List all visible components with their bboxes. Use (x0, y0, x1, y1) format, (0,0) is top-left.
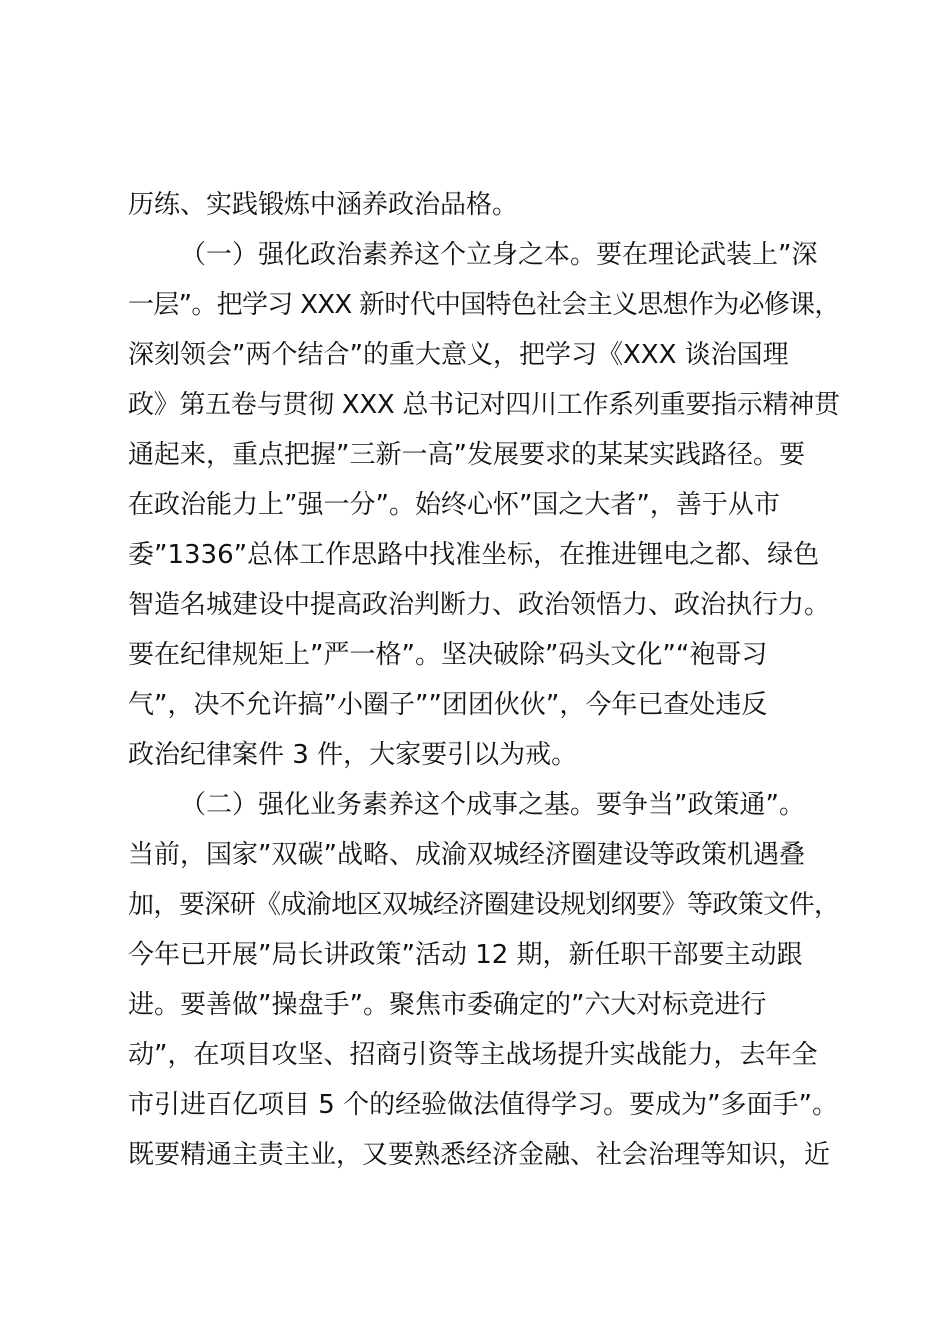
section-heading-line: （二）强化业务素养这个成事之基。要争当”政策通”。 (180, 790, 805, 820)
text-line: 智造名城建设中提高政治判断力、政治领悟力、政治执行力。 (128, 590, 831, 620)
text-line: 在政治能力上”强一分”。始终心怀”国之大者”，善于从市 (128, 490, 780, 520)
text-line: 政》第五卷与贯彻 XXX 总书记对四川工作系列重要指示精神贯 (128, 390, 840, 420)
text-line: 加，要深研《成渝地区双城经济圈建设规划纲要》等政策文件， (128, 890, 840, 920)
text-line: 既要精通主责主业，又要熟悉经济金融、社会治理等知识，近 (128, 1140, 831, 1170)
text-line: 通起来，重点把握”三新一高”发展要求的某某实践路径。要 (128, 440, 805, 470)
text-line: 气”，决不允许搞”小圈子””团团伙伙”，今年已查处违反 (128, 690, 768, 720)
text-line: 当前，国家”双碳”战略、成渝双城经济圈建设等政策机遇叠 (128, 840, 805, 870)
body-text (128, 180, 840, 1180)
text-line: 深刻领会”两个结合”的重大意义，把学习《XXX 谈治国理 (128, 340, 789, 370)
text-line: 一层”。把学习 XXX 新时代中国特色社会主义思想作为必修课， (128, 290, 840, 320)
section-heading-line: （一）强化政治素养这个立身之本。要在理论武装上”深 (180, 240, 818, 270)
text-line: 进。要善做”操盘手”。聚焦市委确定的”六大对标竞进行 (128, 990, 767, 1020)
text-line: 动”，在项目攻坚、招商引资等主战场提升实战能力，去年全 (128, 1040, 818, 1070)
text-line: 政治纪律案件 3 件，大家要引以为戒。 (128, 740, 578, 770)
text-line: 委”1336”总体工作思路中找准坐标，在推进锂电之都、绿色 (128, 540, 820, 570)
text-line: 市引进百亿项目 5 个的经验做法值得学习。要成为”多面手”。 (128, 1090, 839, 1120)
text-line: 历练、实践锻炼中涵养政治品格。 (128, 190, 519, 220)
text-line: 今年已开展”局长讲政策”活动 12 期，新任职干部要主动跟 (128, 940, 803, 970)
text-line: 要在纪律规矩上”严一格”。坚决破除”码头文化”“袍哥习 (128, 640, 768, 670)
